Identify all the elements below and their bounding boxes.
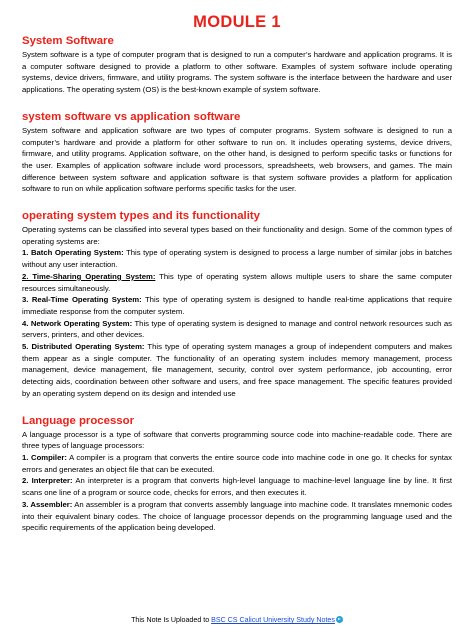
- list-item-text: This type of operating system is designed to handle real-time applications that require immediate response from the computer system.: [22, 295, 452, 316]
- list-item-text: A compiler is a program that converts the entire source code into machine code in one go. It checks for syntax errors and generates an object file that can be executed.: [22, 452, 452, 474]
- list-item-text: This type of operating system is designed to manage and control network resources such as servers, printers, and other devices.: [22, 318, 452, 340]
- list-item-label: 2. Time-Sharing Operating System:: [22, 271, 156, 281]
- list-item-label: 1. Compiler:: [22, 452, 67, 462]
- list-item-label: 2. Interpreter:: [22, 476, 73, 486]
- footer-prefix: This Note Is Uploaded to: [131, 616, 212, 624]
- telegram-icon: [336, 616, 343, 623]
- footer-note: [0, 615, 474, 625]
- list-item-label: 4. Network Operating System:: [22, 318, 133, 328]
- list-item: [22, 475, 452, 498]
- list-item: [22, 341, 452, 400]
- list-item: [22, 318, 452, 341]
- section-body-sys-vs-app: System software and application software are two types of computer programs. System software is designed to run a computer’s hardware and provide a platform for other software to run on. It includes operating systems, device drivers, firmware, and utility programs. Application software, on the other hand, is designed to perform specific tasks or functions for the user. Examples of application software include word processors, spreadsheets, web browsers, and games. The main difference between system software and application software is that system software provides a platform for application software to run on while application software performs specific tasks for the user.: [22, 125, 452, 194]
- list-item: [22, 294, 452, 317]
- list-item-text: This type of operating system manages a group of independent computers and makes them appear as a single computer. The functionality of an operating system includes memory management, process management, device management, file management, security, control over system performance, job accounting, error detecting aids, coordination between other software and users, and free space management. The specific features provided by an operating system depend on its design and intended use: [22, 342, 452, 398]
- list-item: [22, 452, 452, 475]
- list-item: [22, 499, 452, 534]
- section-heading-sys-vs-app: system software vs application software: [22, 110, 241, 123]
- list-item-label: 5. Distributed Operating System:: [22, 342, 145, 352]
- list-item-text: An assembler is a program that converts assembly language into machine code. It translates mnemonic codes into their equivalent binary codes. The choice of language processor depends on the programming language used and the specific requirements of the application being developed.: [22, 499, 452, 533]
- module-title: MODULE 1: [193, 13, 281, 31]
- language-processor-intro: A language processor is a type of software that converts programming source code into machine-readable code. There are three types of language processors:: [22, 429, 452, 451]
- list-item: [22, 247, 452, 270]
- list-item-text: An interpreter is a program that converts high-level language to machine-level language line by line. It first scans one line of a program or source code, checks for errors, and then executes it.: [22, 476, 452, 498]
- study-notes-link[interactable]: BSC CS Calicut University Study Notes: [211, 616, 335, 624]
- os-types-intro: Operating systems can be classified into several types based on their functionality and design. Some of the common types of operating systems are:: [22, 225, 452, 246]
- section-body-system-software: System software is a type of computer program that is designed to run a computer’s hardware and application programs. It is a computer software designed to provide a platform to other software. Examples of system software include operating systems, device drivers, firmware, and utility programs. The system software is the interface between the hardware and user applications. The operating system (OS) is the best-known example of system software.: [22, 50, 452, 95]
- list-item-label: 1. Batch Operating System:: [22, 248, 124, 258]
- list-item-text: This type of operating system is designed to process a large number of similar jobs in batches without any user interaction.: [22, 248, 452, 270]
- list-item: [22, 271, 452, 294]
- section-heading-language-processor: Language processor: [22, 414, 135, 427]
- section-heading-system-software: System Software: [22, 35, 114, 47]
- list-item-text: This type of operating system allows multiple users to share the same computer resources simultaneously.: [22, 271, 452, 293]
- list-item-label: 3. Assembler:: [22, 499, 73, 509]
- list-item-label: 3. Real-Time Operating System:: [22, 295, 142, 305]
- section-heading-os-types: operating system types and its functionality: [22, 210, 260, 223]
